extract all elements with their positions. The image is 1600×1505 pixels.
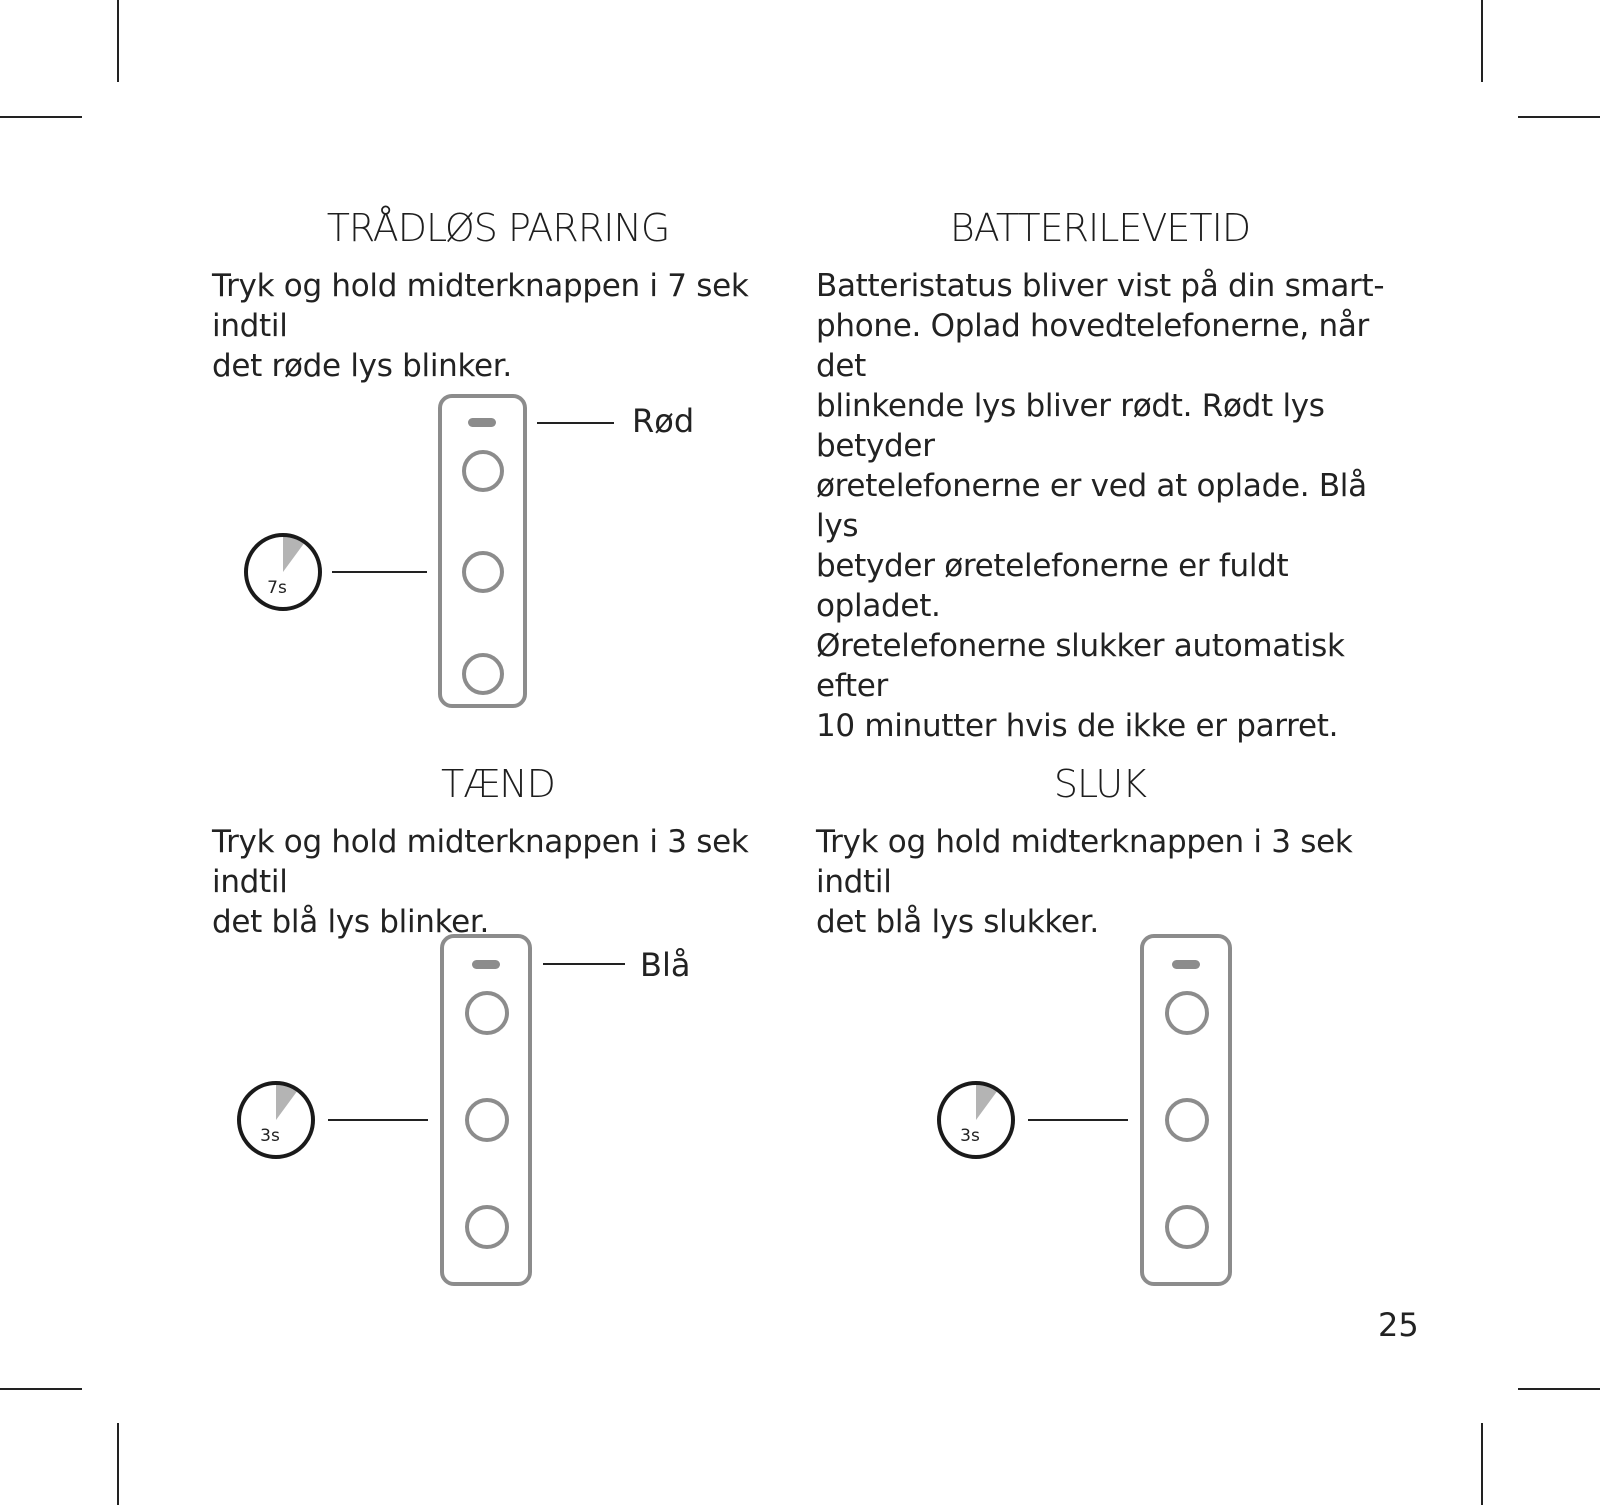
- crop-mark: [1481, 1423, 1483, 1505]
- led-indicator: [1172, 960, 1200, 969]
- crop-mark: [1481, 0, 1483, 82]
- crop-mark: [1518, 116, 1600, 118]
- led-indicator: [468, 418, 496, 427]
- middle-button: [464, 553, 502, 591]
- led-indicator: [472, 960, 500, 969]
- pairing-title: TRÅDLØS PARRING: [326, 206, 670, 250]
- device-body: [442, 936, 530, 1284]
- middle-button: [467, 1100, 507, 1140]
- bottom-button: [464, 655, 502, 693]
- timer-label: 3s: [260, 1126, 280, 1146]
- crop-mark: [0, 1388, 82, 1390]
- battery-title: BATTERILEVETID: [949, 206, 1251, 250]
- power-on-title: TÆND: [441, 762, 555, 806]
- device-body: [440, 396, 525, 706]
- blue-light-label: Blå: [640, 946, 691, 984]
- power-on-instructions: Tryk og hold midterknappen i 3 sek indtil det blå lys blinker.: [212, 824, 749, 940]
- power-on-device-diagram: [230, 920, 690, 1300]
- power-off-instructions: Tryk og hold midterknappen i 3 sek indtil det blå lys slukker.: [816, 824, 1353, 940]
- timer-label: 7s: [267, 578, 287, 598]
- page-number: 25: [1378, 1306, 1419, 1344]
- top-button: [1167, 993, 1207, 1033]
- crop-mark: [117, 0, 119, 82]
- device-body: [1142, 936, 1230, 1284]
- bottom-button: [1167, 1207, 1207, 1247]
- red-light-label: Rød: [632, 402, 695, 440]
- pairing-device-diagram: [230, 380, 690, 740]
- bottom-button: [467, 1207, 507, 1247]
- top-button: [464, 452, 502, 490]
- power-off-device-diagram: [930, 920, 1250, 1300]
- pairing-instructions: Tryk og hold midterknappen i 7 sek indtil det røde lys blinker.: [212, 268, 749, 384]
- middle-button: [1167, 1100, 1207, 1140]
- crop-mark: [0, 116, 82, 118]
- crop-mark: [117, 1423, 119, 1505]
- top-button: [467, 993, 507, 1033]
- timer-label: 3s: [960, 1126, 980, 1146]
- power-off-title: SLUK: [1053, 762, 1147, 806]
- crop-mark: [1518, 1388, 1600, 1390]
- battery-text: Batteristatus bliver vist på din smart- phone. Oplad hovedtelefonerne, når det blinkende lys bliver rødt. Rødt lys betyder øretelefonerne er ved at oplade. Blå lys betyder øretelefonerne er fuldt opladet. Øretelefonerne slukker automatisk efter 10 minutter hvis de ikke er parret.: [816, 268, 1385, 744]
